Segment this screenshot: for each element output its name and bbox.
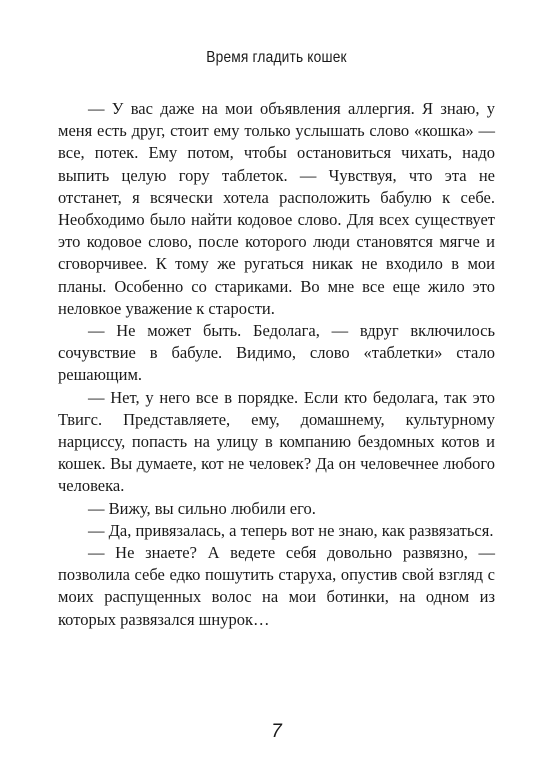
page-number: 7 (271, 721, 282, 742)
paragraph: — Не знаете? А ведете себя довольно развязно, — позволила себе едко пошутить старуха, опустив свой взгляд с моих распущенных волос на мои ботинки, на одном из которых развязался шнурок… (58, 543, 495, 629)
body-text (58, 98, 495, 631)
paragraph: — Вижу, вы сильно любили его. (88, 498, 316, 518)
paragraph: — У вас даже на мои объявления аллергия. Я знаю, у меня есть друг, стоит ему только услышать слово «кошка» — все, потек. Ему потом, чтобы остановиться чихать, надо выпить целую гору таблеток. — Чувствуя, что эта не отстанет, я всячески хотела расположить бабулю к себе. Необходимо было найти кодовое слово. Для всех существует это кодовое слово, после которого люди становятся мягче и сговорчивее. К тому же ругаться никак не входило в мои планы. Особенно со стариками. Во мне все еще жило это неловкое уважение к старости. (58, 99, 495, 318)
paragraph: — Нет, у него все в порядке. Если кто бедолага, так это Твигс. Представляете, ему, домашнему, культурному нарциссу, попасть на улицу в компанию бездомных котов и кошек. Вы думаете, кот не человек? Да он человечнее любого человека. (58, 387, 495, 496)
paragraph: — Не может быть. Бедолага, — вдруг включилось сочувствие в бабуле. Видимо, слово «таблетки» стало решающим. (58, 321, 495, 385)
paragraph: — Да, привязалась, а теперь вот не знаю, как развязаться. (88, 520, 494, 540)
running-header: Время гладить кошек (206, 49, 347, 66)
